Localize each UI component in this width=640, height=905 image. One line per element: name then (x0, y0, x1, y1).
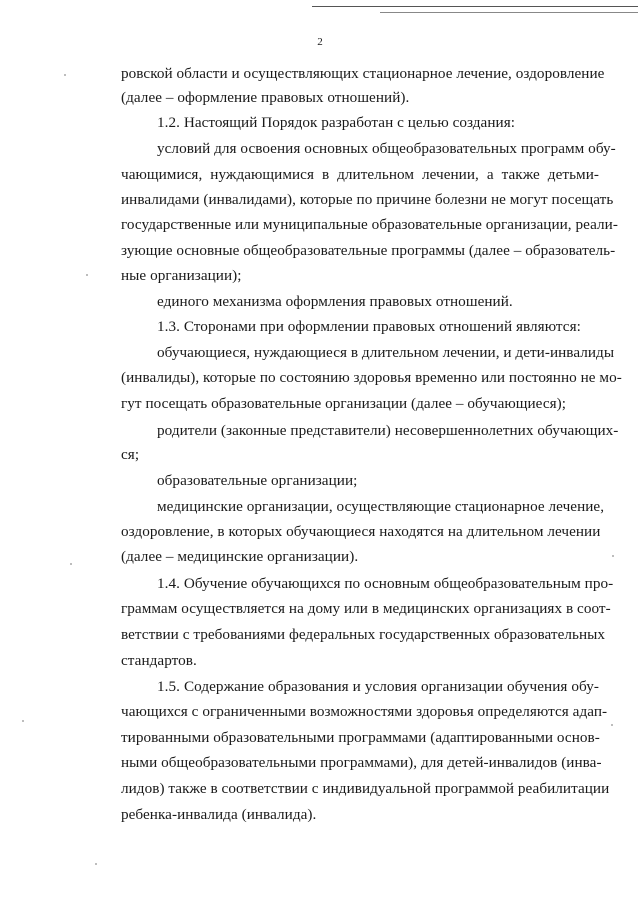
text-line: (далее – оформление правовых отношений). (121, 89, 410, 106)
text-line: ветствии с требованиями федеральных государственных образовательных (121, 626, 606, 643)
text-line: тированными образовательными программами (адаптированными основ- (121, 729, 600, 746)
paragraph-heading: 1.5. Содержание образования и условия организации обучения обу- (157, 678, 599, 695)
scan-speck (22, 720, 24, 722)
scan-speck (70, 563, 72, 565)
text-line: инвалидами (инвалидами), которые по причине болезни не могут посещать (121, 191, 614, 208)
text-line: обучающиеся, нуждающиеся в длительном лечении, и дети-инвалиды (157, 344, 615, 361)
scan-speck (86, 274, 88, 276)
text-line: лидов) также в соответствии с индивидуальной программой реабилитации (121, 780, 610, 797)
text-line: ные организации); (121, 267, 242, 284)
text-line: чающихся с ограниченными возможностями здоровья определяются адап- (121, 703, 608, 720)
paragraph-heading: 1.2. Настоящий Порядок разработан с целью создания: (157, 114, 516, 131)
text-line: ся; (121, 446, 140, 463)
text-line: зующие основные общеобразовательные программы (далее – образователь- (121, 242, 616, 259)
text-line: образовательные организации; (157, 472, 358, 489)
text-line: ребенка-инвалида (инвалида). (121, 806, 317, 823)
text-line: стандартов. (121, 652, 197, 669)
scan-speck (611, 724, 613, 726)
header-rule (312, 6, 638, 7)
header-rule-secondary (380, 12, 638, 13)
paragraph-heading: 1.3. Сторонами при оформлении правовых отношений являются: (157, 318, 581, 335)
text-line: ными общеобразовательными программами), для детей-инвалидов (инва- (121, 754, 602, 771)
text-line: гут посещать образовательные организации (далее – обучающиеся); (121, 395, 567, 412)
text-line: единого механизма оформления правовых отношений. (157, 293, 513, 310)
scan-speck (612, 555, 614, 557)
text-line: условий для освоения основных общеобразовательных программ обу- (157, 140, 616, 157)
text-line: медицинские организации, осуществляющие стационарное лечение, (157, 498, 605, 515)
page-number: 2 (317, 36, 323, 48)
text-line: родители (законные представители) несовершеннолетних обучающих- (157, 422, 619, 439)
text-line: (инвалиды), которые по состоянию здоровья временно или постоянно не мо- (121, 369, 622, 386)
scan-speck (64, 74, 66, 76)
paragraph-heading: 1.4. Обучение обучающихся по основным общеобразовательным про- (157, 575, 614, 592)
scan-speck (95, 863, 97, 865)
text-line: граммам осуществляется на дому или в медицинских организациях в соот- (121, 600, 611, 617)
text-line: (далее – медицинские организации). (121, 548, 359, 565)
text-line: чающимися, нуждающимися в длительном лечении, а также детьми- (121, 166, 599, 183)
text-line: государственные или муниципальные образовательные организации, реали- (121, 216, 618, 233)
text-line: оздоровление, в которых обучающиеся находятся на длительном лечении (121, 523, 601, 540)
text-line: ровской области и осуществляющих стационарное лечение, оздоровление (121, 65, 605, 82)
